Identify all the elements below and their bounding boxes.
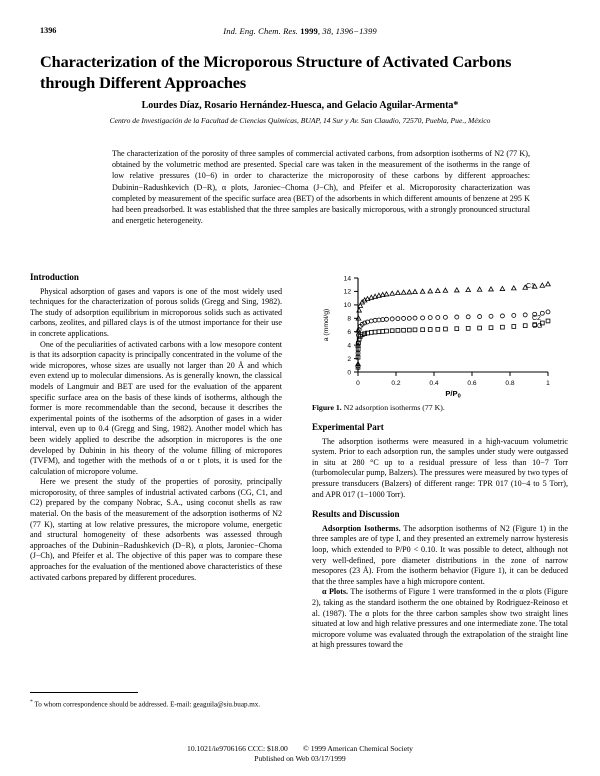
data-point [455, 315, 459, 319]
intro-paragraph-1: Physical adsorption of gases and vapors is one of the most widely used techniques for the characterization of porous solids (Gregg and Sing, 1982). The study of adsorption equilibrium in microporous solids such as activated carbons, zeolites, and pillared clays is of the utmost importance for their use in concrete applications. [30, 286, 282, 338]
data-point [390, 317, 394, 321]
data-point [377, 318, 381, 322]
figure-1-caption [312, 403, 568, 413]
journal-abbrev: Ind. Eng. Chem. Res. [223, 26, 299, 36]
y-tick-14: 14 [343, 275, 351, 283]
y-tick-2: 2 [347, 355, 351, 363]
data-point [500, 286, 505, 290]
corresponding-author-footnote [30, 698, 282, 710]
x-tick-1: 1 [546, 380, 550, 387]
journal-pages: 1396−1399 [335, 26, 377, 36]
column-left [30, 272, 282, 583]
data-point [512, 286, 517, 290]
x-tick-06: 0.6 [467, 380, 477, 387]
data-point [396, 317, 400, 321]
intro-paragraph-3: Here we present the study of the properties of porosity, principally microporosity, of three samples of industrial activated carbons (CG, C1, and C2) prepared by the company Nobrac, S.A., using coconut shells as raw material. On the basis of the measurement of the adsorption isotherms of N2 (77 K), starting at low relative pressures, the micropore volume, energetic and structural homogeneity of these adsorbents was assessed through approaches of the Dubinin−Radushkevich (D−R), α plots, Jaroniec−Choma (J−Ch), and Pfeifer et al. The objective of this paper was to compare these approaches for the evaluation of the mentioned above characteristics of these activated carbons prepared by different procedures. [30, 477, 282, 582]
column-right [312, 272, 568, 651]
x-tick-labels [356, 380, 550, 387]
y-tick-4: 4 [347, 342, 351, 350]
data-point [407, 328, 411, 332]
running-head [40, 26, 560, 40]
y-tick-8: 8 [347, 315, 351, 323]
intro-paragraph-2: One of the peculiarities of activated carbons with a low mesopore content is that its adsorption capacity is principally concentrated in the volume of the wide micropores, whose sizes are usually not larger than 20 Å and which even extend up to molecular dimensions. As is generally known, the classical models of Langmuir and BET are used for the evaluation of the apparent specific surface area on the basis of these kinds of isotherms, although the former is more recommendable than the second, because it describes the experimental points of the isotherms of the adsorption of gases in a wider interval, even up to 0.4 (Gregg and Sing, 1982). Another model which has been widely applied to describe the adsorption in micropores is the one developed by Dubinin in his theory of the volume filling of micropores (TVFM), and together with the methods of α or t plots, it is used for the calculation of micropore volume. [30, 339, 282, 476]
series-label-c1: C1 [526, 283, 535, 290]
data-point [455, 288, 460, 292]
footnote-rule [30, 692, 138, 693]
data-point [369, 319, 373, 323]
data-point [436, 315, 440, 319]
journal-year: 1999 [300, 26, 318, 36]
data-point [546, 310, 550, 314]
data-point [444, 327, 448, 331]
series-label-cg: CG [532, 323, 543, 330]
data-point [381, 318, 385, 322]
x-tick-02: 0.2 [391, 380, 401, 387]
data-point [489, 326, 493, 330]
data-point [421, 316, 425, 320]
web-publication-line: Published on Web 03/17/1999 [254, 754, 346, 763]
data-point [443, 288, 448, 292]
data-point [385, 317, 389, 321]
section-heading-introduction: Introduction [30, 272, 79, 282]
data-point [489, 287, 494, 291]
data-point [428, 328, 432, 332]
page-folio: 1396 [40, 26, 57, 35]
data-point [396, 290, 401, 294]
data-point [466, 315, 470, 319]
data-point [523, 313, 527, 317]
experimental-paragraph-1: The adsorption isotherms were measured in a high-vacuum volumetric system. Prior to each adsorption run, the samples under study were outgassed in situ at 280 °C up to a residual pressure of less than 10−7 Torr (turbomolecular pump, Balzers). The pressures were measured by two types of pressure transducers (Balzers) of different range: TPR 017 (10−4 to 5 Torr), and APR 017 (1−1000 Torr). [312, 436, 568, 499]
data-point [381, 329, 385, 333]
x-axis-label: $P/P_0$ [445, 389, 461, 400]
data-point [413, 316, 417, 320]
data-point [390, 329, 394, 333]
data-point [501, 325, 505, 329]
plot-series-group [356, 282, 551, 369]
affiliation: Centro de Investigación de la Facultad de Ciencias Químicas, BUAP, 14 Sur y Av. San Claudio, 72570, Puebla, Pue., México [109, 116, 491, 125]
results-text-1: The adsorption isotherms of N2 (Figure 1) in the three samples are of type I, and they presented an extremely narrow hysteresis loop, which extended to P/P0 < 0.10. It was possible to detect, although not very well-defined, pore diameter distributions in the zone of narrow mesopores (23 Å). From the isotherm behavior (Figure 1), it can be deduced that the three samples have a high micropore content. [312, 523, 568, 586]
x-tick-04: 0.4 [429, 380, 439, 387]
series-labels [526, 283, 543, 330]
publication-footer [30, 744, 570, 764]
y-tick-0: 0 [347, 369, 351, 377]
journal-citation: Ind. Eng. Chem. Res. 1999, 38, 1396−1399 [223, 26, 377, 36]
data-point [477, 287, 482, 291]
results-text-2: The isotherms of Figure 1 were transformed in the α plots (Figure 2), taking as the standard isotherm the one obtained by Rodriguez-Reinoso et al. (1987). The α plots for the three carbon samples show two straight lines situated at low and high relative pressures and one intermediate zone. The total micropore volume was evaluated through the extrapolation of the straight line at high pressures toward the [312, 587, 569, 650]
results-runin-2: α Plots. [322, 587, 349, 597]
data-point [377, 330, 381, 334]
y-tick-10: 10 [343, 302, 351, 310]
data-point [546, 282, 551, 286]
data-point [373, 330, 377, 334]
y-axis-label: a (mmol/g) [323, 308, 330, 342]
section-heading-experimental: Experimental Part [312, 422, 384, 432]
x-tick-0: 0 [356, 380, 360, 387]
footnote-text: To whom correspondence should be addressed. E-mail: geaguila@siu.buap.mx. [32, 700, 261, 709]
series-c1 [356, 282, 551, 366]
isotherm-plot [312, 272, 568, 400]
data-point [436, 288, 441, 292]
data-point [420, 289, 425, 293]
results-paragraph-1 [312, 524, 568, 588]
series-cg [356, 319, 550, 369]
data-point [523, 324, 527, 328]
data-point [369, 330, 373, 334]
data-point [390, 291, 395, 295]
data-point [489, 314, 493, 318]
data-point [443, 315, 447, 319]
data-point [428, 316, 432, 320]
author-list: Lourdes Díaz, Rosario Hernández-Huesca, and Gelacio Aguilar-Armenta* [141, 100, 459, 111]
data-point [428, 289, 433, 293]
data-point [402, 328, 406, 332]
data-point [512, 325, 516, 329]
journal-volume: 38 [322, 26, 332, 36]
x-tick-08: 0.8 [505, 380, 515, 387]
data-point [384, 292, 389, 296]
data-point [436, 327, 440, 331]
y-tick-labels [344, 275, 352, 376]
page-title: Characterization of the Microporous Structure of Activated Carbons through Different Approaches [40, 52, 512, 92]
data-point [546, 319, 550, 323]
data-point [413, 328, 417, 332]
data-point [413, 289, 418, 293]
data-point [421, 328, 425, 332]
series-label-c2: C2 [532, 315, 541, 322]
data-point [500, 314, 504, 318]
data-point [478, 315, 482, 319]
data-point [373, 318, 377, 322]
y-tick-6: 6 [347, 329, 351, 336]
data-point [455, 327, 459, 331]
data-point [478, 326, 482, 330]
abstract [112, 148, 530, 226]
x-axis-ticks [358, 372, 548, 376]
data-point [466, 326, 470, 330]
figure-1-graphic [312, 272, 568, 400]
results-runin-1: Adsorption Isotherms. [322, 523, 401, 533]
series-c2 [356, 310, 550, 368]
data-point [407, 290, 412, 294]
data-point [407, 316, 411, 320]
abstract-text: The characterization of the porosity of three samples of commercial activated carbons, from adsorption isotherms of N2 (77 K), obtained by the volumetric method are presented. Special care was taken in the measurement of the isotherms in the range of low relative pressures (10−6) in order to characterize the microporosity of these carbons by different approaches: Dubinin−Radushkevich (D−R), α plots, Jaroniec−Choma (J−Ch), and Pfeifer et al. Microporosity characterization was completed by measurement of the specific surface area (BET) of the adsorbents in which different amounts of benzene at 295 K had been preadsorbed. It was established that the three samples are basically microporous, with a strongly pronounced structural and energetic heterogeneity. [112, 149, 530, 226]
data-point [512, 313, 516, 317]
y-tick-12: 12 [343, 288, 351, 296]
data-point [540, 283, 545, 287]
data-point [385, 329, 389, 333]
figure-1-caption-text: N2 adsorption isotherms (77 K). [341, 403, 445, 412]
footnote-marker: * [30, 699, 33, 705]
data-point [402, 316, 406, 320]
data-point [466, 287, 471, 291]
data-point [396, 328, 400, 332]
results-paragraph-2 [312, 587, 568, 651]
figure-1-label: Figure 1. [312, 403, 342, 412]
section-heading-results: Results and Discussion [312, 509, 400, 520]
data-point [401, 290, 406, 294]
doi-line: 10.1021/ie9706166 CCC: $18.00 © 1999 American Chemical Society [187, 744, 413, 753]
